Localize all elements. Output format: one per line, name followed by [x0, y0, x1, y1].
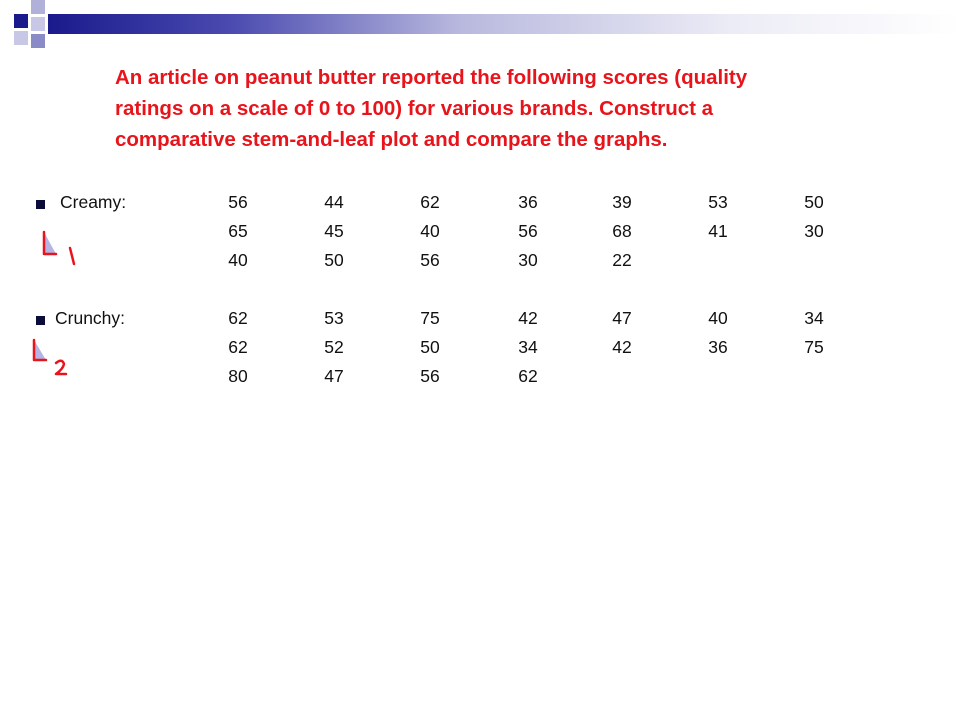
data-value: 56: [228, 192, 248, 212]
data-value: 56: [420, 366, 440, 386]
data-value: 36: [518, 192, 538, 212]
data-value: 50: [324, 250, 344, 270]
data-value: 39: [612, 192, 632, 212]
data-value: 62: [228, 308, 248, 328]
header-square-dark: [14, 14, 28, 28]
header-square-light: [14, 31, 28, 45]
group-label: Creamy:: [60, 192, 127, 212]
data-value: 47: [612, 308, 632, 328]
header-square-light: [31, 0, 45, 14]
data-value: 47: [324, 366, 344, 386]
data-value: 56: [518, 221, 538, 241]
data-value: 34: [518, 337, 538, 357]
header-gradient-bar: [48, 14, 960, 34]
handwritten-annotation-l1: [34, 228, 94, 272]
data-value: 62: [228, 337, 248, 357]
data-value: 40: [228, 250, 248, 270]
data-value: 30: [804, 221, 824, 241]
data-value: 68: [612, 221, 632, 241]
data-value: 62: [518, 366, 538, 386]
data-value: 75: [804, 337, 824, 357]
data-value: 40: [420, 221, 440, 241]
data-value: 36: [708, 337, 728, 357]
data-value: 40: [708, 308, 728, 328]
title-line: comparative stem-and-leaf plot and compare the graphs.: [115, 128, 668, 151]
data-value: 80: [228, 366, 248, 386]
data-value: 52: [324, 337, 344, 357]
data-value: 30: [518, 250, 538, 270]
title-line: An article on peanut butter reported the following scores (quality: [115, 66, 748, 89]
group-label: Crunchy:: [55, 308, 126, 328]
handwritten-annotation-l2: [28, 336, 88, 380]
data-value: 75: [420, 308, 440, 328]
header-square-mid: [31, 34, 45, 48]
bullet-icon: [36, 316, 45, 325]
header-square-light: [31, 17, 45, 31]
data-value: 34: [804, 308, 824, 328]
bullet-icon: [36, 200, 45, 209]
header-decoration: [0, 0, 960, 60]
data-value: 50: [804, 192, 824, 212]
data-value: 65: [228, 221, 248, 241]
data-value: 42: [612, 337, 632, 357]
data-value: 45: [324, 221, 344, 241]
data-value: 42: [518, 308, 538, 328]
slide-title: [115, 62, 915, 155]
title-line: ratings on a scale of 0 to 100) for various brands. Construct a: [115, 97, 714, 120]
data-value: 50: [420, 337, 440, 357]
data-value: 22: [612, 250, 632, 270]
data-value: 44: [324, 192, 344, 212]
data-value: 53: [708, 192, 728, 212]
data-value: 56: [420, 250, 440, 270]
data-value: 53: [324, 308, 344, 328]
data-value: 41: [708, 221, 728, 241]
data-value: 62: [420, 192, 440, 212]
